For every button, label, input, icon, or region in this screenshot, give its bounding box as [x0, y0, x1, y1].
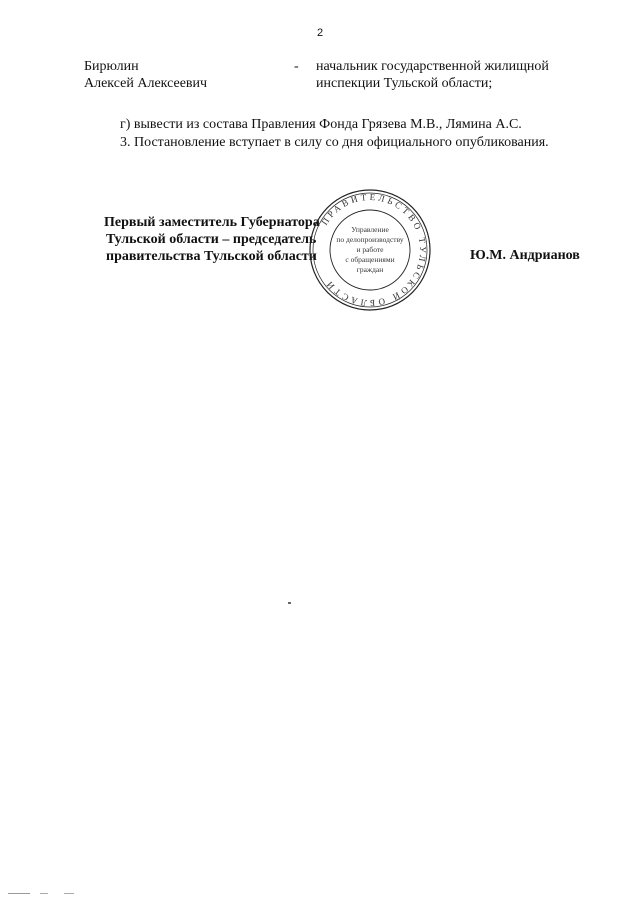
scan-speck	[288, 602, 291, 604]
signer-name: Ю.М. Андрианов	[470, 248, 580, 263]
signature-title-line2: Тульской области – председатель	[106, 232, 317, 247]
stamp-line3: и работе	[356, 245, 384, 254]
signature-title	[104, 214, 320, 265]
member-given-names: Алексей Алексеевич	[84, 76, 208, 91]
paragraph-item-3: 3. Постановление вступает в силу со дня официального опубликования.	[120, 135, 549, 150]
member-dash: -	[294, 59, 299, 74]
member-position-line1: начальник государственной жилищной	[316, 59, 549, 74]
stamp-line4: с обращениями	[345, 255, 395, 264]
member-surname: Бирюлин	[84, 59, 139, 74]
scan-speck	[40, 893, 48, 894]
paragraph-item-g: г) вывести из состава Правления Фонда Грязева М.В., Лямина А.С.	[120, 117, 522, 132]
stamp-line2: по делопроизводству	[336, 235, 404, 244]
member-name	[84, 58, 207, 92]
signature-title-line1: Первый заместитель Губернатора	[104, 215, 320, 230]
scan-speck	[8, 893, 30, 894]
page-number: 2	[316, 27, 324, 39]
scan-speck	[64, 893, 74, 894]
stamp-line5: граждан	[356, 265, 384, 274]
member-position-line2: инспекции Тульской области;	[316, 76, 493, 91]
stamp-line1: Управление	[351, 225, 389, 234]
stamp-ring-text: ПРАВИТЕЛЬСТВО ТУЛЬСКОЙ ОБЛАСТИ	[319, 191, 429, 309]
member-position	[316, 58, 549, 92]
signature-title-line3: правительства Тульской области	[106, 249, 317, 264]
official-stamp	[308, 188, 432, 312]
